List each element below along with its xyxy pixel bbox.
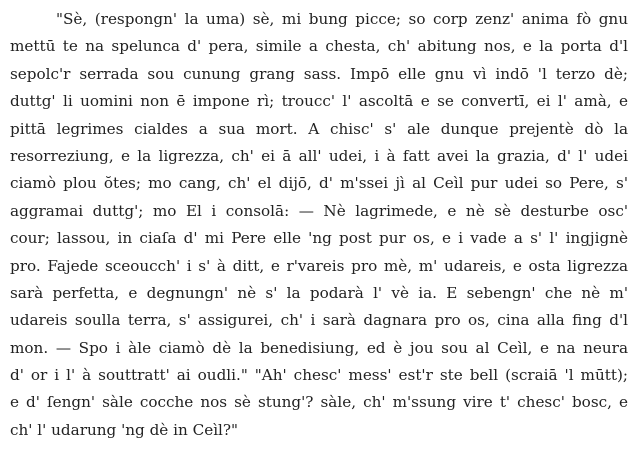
text-line: udareis soulla terra, s' assigurei, ch' i sarà dagnara pro os, cina alla fing d'l — [10, 311, 628, 330]
text-line: d' or i l' à souttratt' ai oudli." "Ah' chesc' mess' est'r ste bell (scraiā 'l mūtt); — [10, 366, 628, 385]
text-line: resorreziung, e la ligrezza, ch' ei ā all' udei, i à fatt avei la grazia, d' l' udei — [10, 146, 628, 165]
text-line: ciamò plou ŏtes; mo cang, ch' el dijō, d' m'ssei jì al Ceìl pur udei so Pere, s' — [10, 174, 628, 193]
text-line: cour; lassou, in ciaſa d' mi Pere elle 'ng post pur os, e i vade a s' l' ingjignè — [10, 229, 628, 248]
text-line: ch' l' udarung 'ng dè in Ceìl?" — [10, 420, 239, 439]
text-line: duttg' li uomini non ē impone rì; troucc' l' ascoltā e se convertī, ei l' amà, e — [10, 92, 628, 111]
paragraph — [10, 6, 628, 444]
text-line: mettū te na spelunca d' pera, simile a chesta, ch' abitung nos, e la porta d'l — [10, 37, 628, 56]
text-line: pro. Fajede sceoucch' i s' à ditt, e r'vareis pro mè, m' udareis, e osta ligrezza — [10, 256, 628, 275]
text-line: e d' ſengn' sàle cocche nos sè stung'? sàle, ch' m'ssung vire t' chesc' bosc, e — [10, 393, 628, 412]
text-line: "Sè, (respongn' la uma) sè, mi bung picce; so corp zenz' anima fò gnu — [56, 10, 628, 28]
text-line: mon. — Spo i àle ciamò dè la benedisiung, ed è jou sou al Ceìl, e na neura — [10, 338, 628, 357]
text-line: sarà perfetta, e degnungn' nè s' la podarà l' vè ia. E sebengn' che nè m' — [10, 283, 628, 302]
text-line: sepolc'r serrada sou cunung grang sass. Impō elle gnu vì indō 'l terzo dè; — [10, 64, 628, 83]
text-line: pittā legrimes cialdes a sua mort. A chisc' s' ale dunque prejentè dò la — [10, 119, 628, 138]
text-line: aggramai duttg'; mo El i consolā: — Nè lagrimede, e nè sè desturbe osc' — [10, 201, 628, 220]
